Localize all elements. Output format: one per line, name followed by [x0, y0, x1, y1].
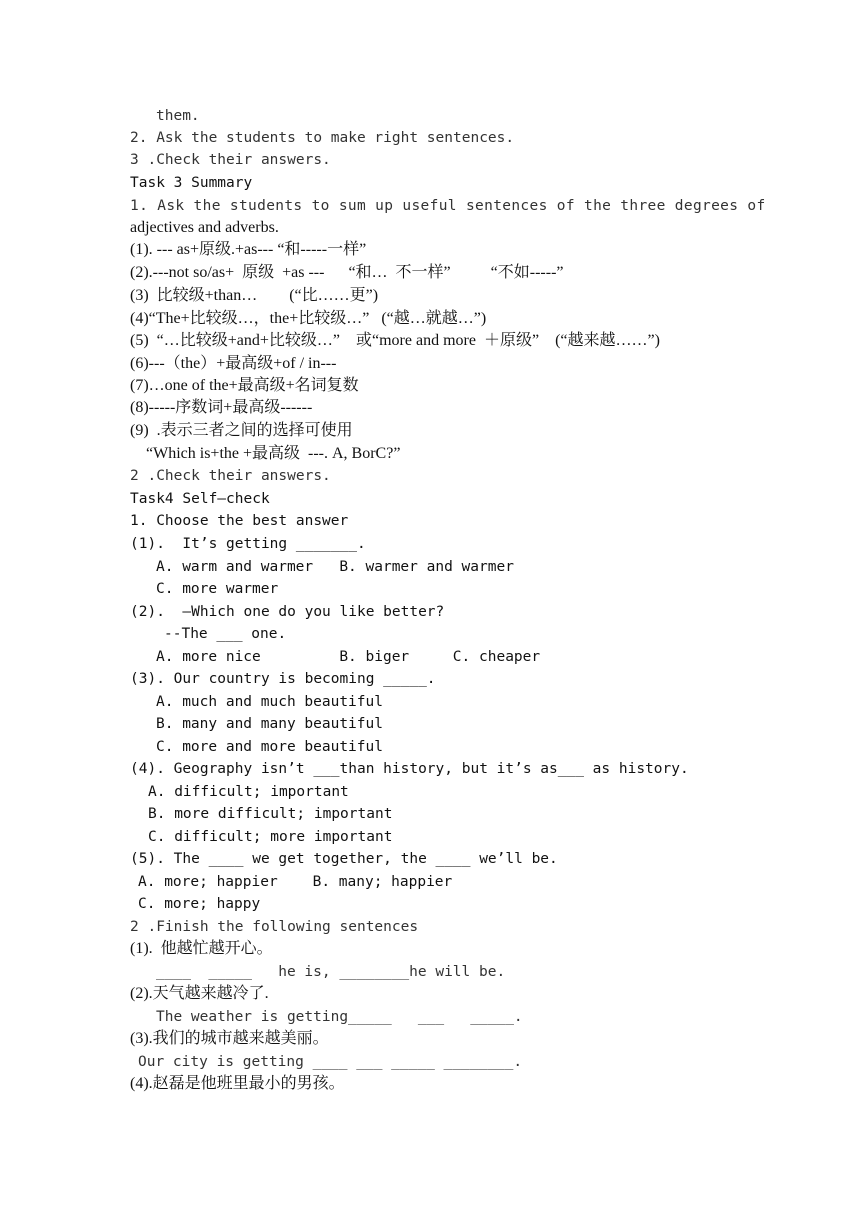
question-5-options-ab: A. more; happier B. many; happier — [138, 874, 453, 890]
question-4-option-c: C. difficult; more important — [148, 829, 393, 845]
summary-item-5: (5) “…比较级+and+比较级…” 或“more and more ＋原级” (“越来越……”) — [130, 332, 660, 349]
summary-item-8: (8)-----序数词+最高级------ — [130, 399, 313, 416]
summary-item-1: (1). --- as+原级.+as--- “和-----一样” — [130, 241, 367, 258]
question-3-option-a: A. much and much beautiful — [156, 694, 383, 710]
summary-item-9: (9) .表示三者之间的选择可使用 — [130, 422, 353, 439]
text-line-summary-1: 1. Ask the students to sum up useful sentences of the three degrees of — [130, 198, 766, 214]
summary-item-7: (7)…one of the+最高级+名词复数 — [130, 377, 359, 394]
sentence-4-prompt: (4).赵磊是他班里最小的男孩。 — [130, 1075, 345, 1092]
text-line-step-2: 2. Ask the students to make right sentences. — [130, 130, 515, 146]
question-5: (5). The ____ we get together, the ____ we’ll be. — [130, 851, 558, 867]
summary-item-6: (6)---（the）+最高级+of / in--- — [130, 355, 337, 372]
sentence-3-prompt: (3).我们的城市越来越美丽。 — [130, 1030, 329, 1047]
question-1: (1). It’s getting _______. — [130, 536, 366, 552]
question-1-options-ab: A. warm and warmer B. warmer and warmer — [156, 559, 514, 575]
summary-item-3: (3) 比较级+than… (“比……更”) — [130, 287, 379, 304]
text-line-continuation: them. — [156, 108, 200, 124]
exercise-2-heading: 2 .Finish the following sentences — [130, 919, 419, 935]
question-3-option-b: B. many and many beautiful — [156, 716, 383, 732]
text-line-step-3: 3 .Check their answers. — [130, 152, 331, 168]
question-4: (4). Geography isn’t ___than history, but it’s as___ as history. — [130, 761, 689, 777]
text-line-check-answers: 2 .Check their answers. — [130, 468, 331, 484]
sentence-3-blanks: Our city is getting ____ ___ _____ ________. — [138, 1054, 523, 1070]
exercise-1-heading: 1. Choose the best answer — [130, 513, 349, 529]
question-5-option-c: C. more; happy — [138, 896, 261, 912]
question-3: (3). Our country is becoming _____. — [130, 671, 436, 687]
sentence-1-blanks: ____ _____ he is, ________he will be. — [156, 964, 506, 980]
summary-item-4: (4)“The+比较级…，the+比较级…” (“越…就越…”) — [130, 310, 487, 327]
question-4-option-b: B. more difficult; important — [148, 806, 393, 822]
question-2-answer-line: --The ___ one. — [164, 626, 287, 642]
sentence-2-prompt: (2).天气越来越冷了. — [130, 985, 269, 1002]
question-1-option-c: C. more warmer — [156, 581, 279, 597]
question-2-options: A. more nice B. biger C. cheaper — [156, 649, 541, 665]
heading-task-3: Task 3 Summary — [130, 175, 253, 191]
sentence-2-blanks: The weather is getting_____ ___ _____. — [156, 1009, 523, 1025]
sentence-1-prompt: (1). 他越忙越开心。 — [130, 940, 273, 957]
question-4-option-a: A. difficult; important — [148, 784, 349, 800]
question-2: (2). –Which one do you like better? — [130, 604, 445, 620]
question-3-option-c: C. more and more beautiful — [156, 739, 383, 755]
summary-item-9-example: “Which is+the +最高级 ---. A, BorC?” — [146, 445, 401, 462]
heading-task-4: Task4 Self—check — [130, 491, 270, 507]
summary-item-2: (2).---not so/as+ 原级 +as --- “和… 不一样” “不如-----” — [130, 264, 564, 281]
text-line-summary-1-cont: adjectives and adverbs. — [130, 219, 279, 236]
